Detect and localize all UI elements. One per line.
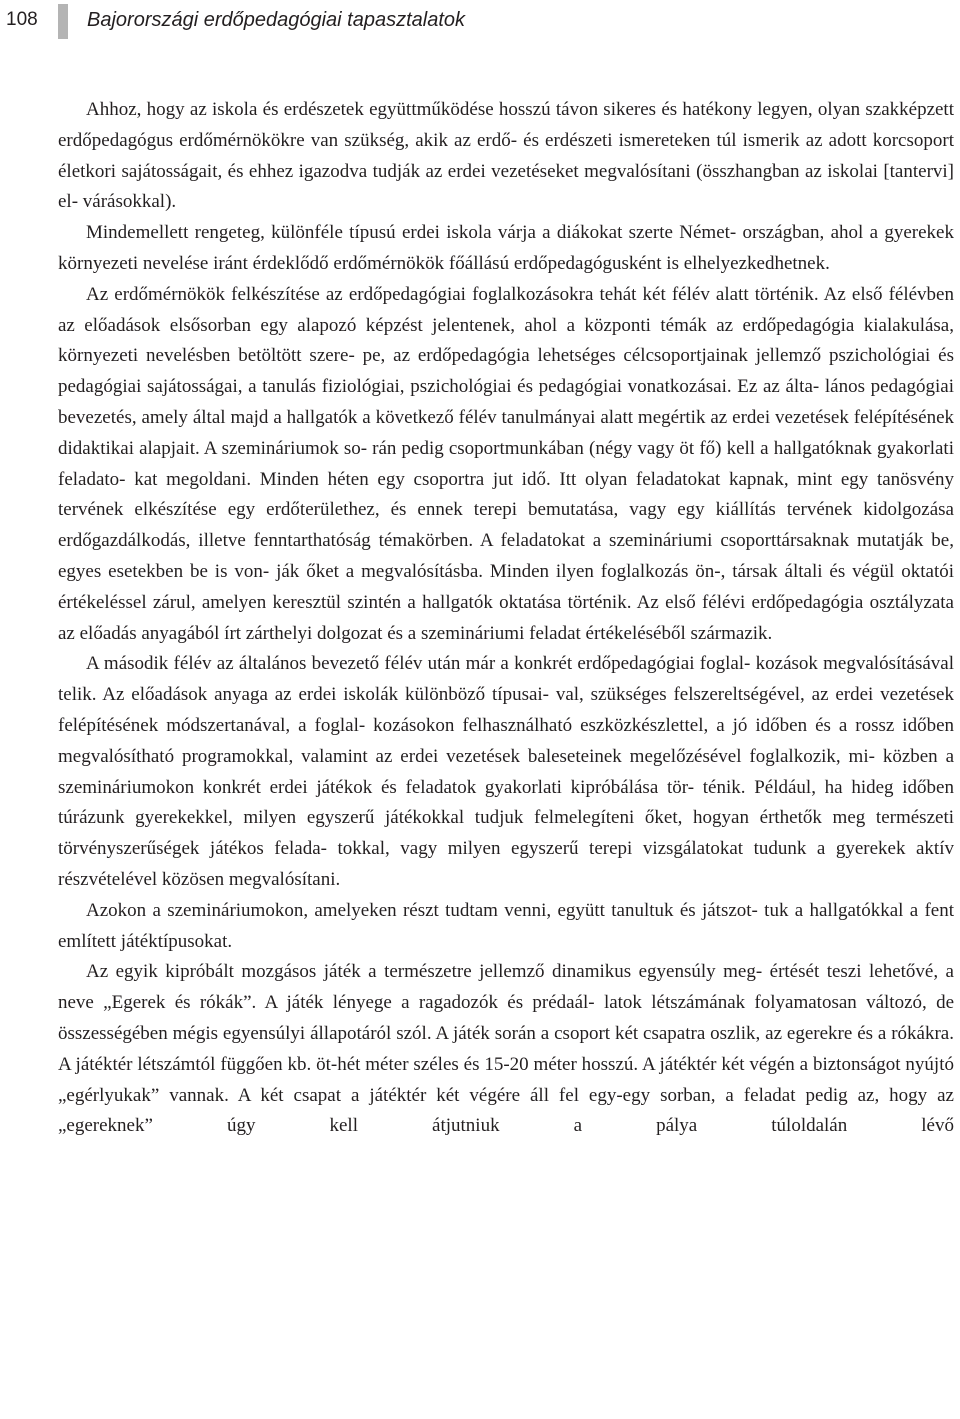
- paragraph-5: Azokon a szemináriumokon, amelyeken részt tudtam venni, együtt tanultuk és játszot- tuk a hallgatókkal a fent említett játéktípusokat.: [58, 899, 954, 952]
- paragraph-6: Az egyik kipróbált mozgásos játék a természetre jellemző dinamikus egyensúly meg- értését teszi lehetővé, a neve „Egerek és rókák”. A játék lényege a ragadozók és prédaál- latok létszámának folyamatosan változó, de összességében mégis egyensúlyi állapotáról szól. A játék során a csoport két csapatra oszlik, az egerekre és a rókákra. A játéktér létszámtól függően kb. öt-hét méter széles és 15-20 méter hosszú. A játéktér két végén a biztonságot nyújtó „egérlyukak” vannak. A két csapat a játéktér két végére áll fel egy-egy sorban, a feladat pedig az, hogy az „egereknek” úgy kell átjutniuk a pálya túloldalán lévő: [58, 961, 954, 1137]
- paragraph-4: A második félév az általános bevezető félév után már a konkrét erdőpedagógiai foglal- kozások megvalósításával telik. Az előadások anyaga az erdei iskolák különböző típusai- val, szükséges felszereltségével, az erdei vezetések felépítésének módszertanával, a foglal- kozásokon felhasználható eszközkészlettel, a jó időben és a rossz időben megvalósítható programokkal, valamint az erdei vezetések baleseteinek megelőzésével foglalkozik, mi- közben a szemináriumokon konkrét erdei játékok és feladatok gyakorlati kipróbálása tör- ténik. Például, ha hideg időben túrázunk gyerekekkel, milyen egyszerű játékokkal tudjuk felmelegíteni őket, hogyan érthetők meg természeti törvényszerűségek játékos felada- tokkal, vagy milyen egyszerű terepi vizsgálatokat tudunk a gyerekek aktív részvételével közösen megvalósítani.: [58, 653, 954, 890]
- running-title: Bajorországi erdőpedagógiai tapasztalatok: [87, 9, 466, 31]
- body-text: [58, 95, 954, 1142]
- header-divider-bar: [58, 4, 68, 39]
- paragraph-3: Az erdőmérnökök felkészítése az erdőpedagógiai foglalkozásokra tehát két félév alatt történik. Az első félévben az előadások elsősorban egy alapozó képzést jelentenek, ahol a központi témák az erdőpedagógia kialakulása, környezeti nevelésben betöltött szere- pe, az erdőpedagógia lehetséges célcsoportjainak jellemző pszichológiai és pedagógiai sajátosságai, a tanulás fiziológiai, pszichológiai és pedagógiai vonatkozásai. Ez az álta- lános pedagógiai bevezetés, amely által majd a hallgatók a következő félév tanulmányai alatt megértik az erdei vezetések felépítésének didaktikai alapjait. A szemináriumok so- rán pedig csoportmunkában (négy vagy öt fő) kell a hallgatóknak gyakorlati feladato- kat megoldani. Minden héten egy csoportra jut idő. Itt olyan feladatokat kapnak, mint egy tanösvény tervének elkészítése egy erdőterülethez, és ennek terepi bemutatása, vagy egy kiállítás tervének kidolgozása erdőgazdálkodás, illetve fenntarthatóság témakörben. A feladatokat a szemináriumi csoporttársaknak mutatják be, egyes esetekben be is von- ják őket a megvalósításba. Minden ilyen foglalkozás ön-, társak általi és végül oktatói értékeléssel zárul, amelyen keresztül szintén a hallgatók oktatása történik. Az első félévi erdőpedagógia osztályzata az előadás anyagából írt zárthelyi dolgozat és a szemináriumi feladat értékeléséből származik.: [58, 283, 954, 644]
- page-header: [0, 0, 960, 44]
- paragraph-1: Ahhoz, hogy az iskola és erdészetek együttműködése hosszú távon sikeres és hatékony legyen, olyan szakképzett erdőpedagógus erdőmérnökökre van szükség, akik az erdő- és erdészeti ismereteken túl ismerik az adott korcsoport életkori sajátosságait, és ehhez igazodva tudják az erdei vezetéseket megvalósítani (összhangban az iskolai [tantervi] el- várásokkal).: [58, 99, 954, 213]
- paragraph-2: Mindemellett rengeteg, különféle típusú erdei iskola várja a diákokat szerte Német- országban, ahol a gyerekek környezeti nevelése iránt érdeklődő erdőmérnökök főállású erdőpedagógusként is elhelyezkedhetnek.: [58, 222, 954, 274]
- page-number: 108: [6, 9, 38, 30]
